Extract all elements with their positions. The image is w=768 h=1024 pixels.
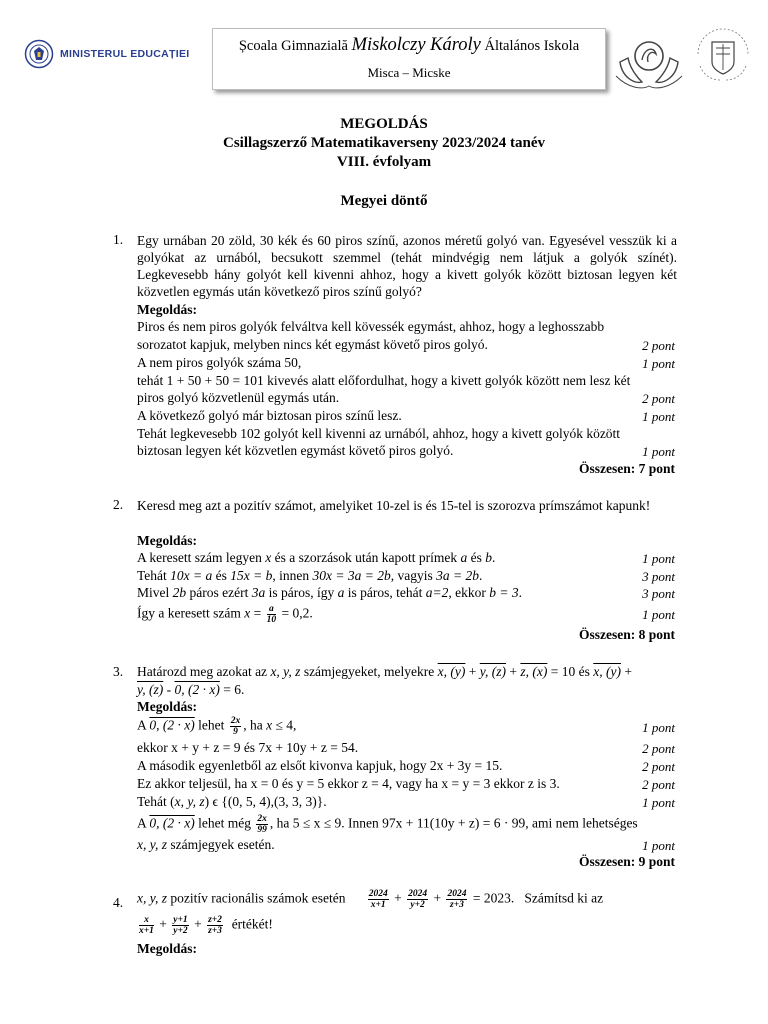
title-grade: VIII. évfolyam (336, 154, 432, 170)
fraction: $\frac{2x}{9}$ (230, 716, 241, 737)
problem-1-line: piros golyó közvetlenül egymás után. (137, 390, 340, 405)
school-header-box (212, 28, 606, 90)
problem-1-line: A következő golyó már biztosan piros színű lesz. (137, 408, 402, 423)
problem-3-line: x, y, z számjegyek esetén. (137, 837, 275, 852)
problem-2-question: Keresd meg azt a pozitív számot, amelyiket 10-zel is és 15-tel is szorozva prímszámot kapunk! (137, 498, 651, 513)
points: 1 pont (642, 607, 675, 622)
school-location: Misca – Micske (367, 65, 451, 80)
problem-3-line: Tehát (x, y, z) ϵ {(0, 5, 4),(3, 3, 3)}. (137, 794, 327, 809)
fraction: $\frac{z+2}{z+3}$ (208, 915, 222, 936)
ministry-name: MINISTERUL EDUCAȚIEI (60, 48, 190, 60)
fraction: $\frac{2024}{x+1}$ (368, 889, 388, 910)
problem-1-line: Piros és nem piros golyók felváltva kell kövessék egymást, ahhoz, hogy a leghosszabb (137, 319, 605, 334)
ministry-logo (24, 38, 189, 70)
points: 2 pont (642, 338, 675, 353)
points: 2 pont (642, 391, 675, 406)
problem-3-line: Ez akkor teljesül, ha x = 0 és y = 5 ekkor z = 4, vagy ha x = y = 3 ekkor z is 3. (137, 776, 560, 791)
fraction: $\frac{2024}{y+2}$ (408, 889, 428, 910)
problem-3-line: A második egyenletből az elsőt kivonva kapjuk, hogy 2x + 3y = 15. (137, 758, 503, 773)
points: 1 pont (642, 356, 675, 371)
problem-1-question: Egy urnában 20 zöld, 30 kék és 60 piros színű, azonos méretű golyó van. Egyesével vesszük ki a golyókat az urnából, becsukott szemmel (tehát mindvégig nem látjuk a golyók színét). Legkevesebb hány golyót kell kivenni ahhoz, hogy a kivett golyók között biztosan legyen két közvetlen egymás után következő piros színű golyó? (137, 233, 677, 299)
points: 1 pont (642, 838, 675, 853)
points: 2 pont (642, 759, 675, 774)
school-name-line: Școala Gimnazială Miskolczy Károly Általános Iskola (238, 35, 580, 55)
fraction: $\frac{y+1}{y+2}$ (173, 915, 188, 936)
fraction: $\frac{2024}{z+3}$ (447, 889, 467, 910)
problem-2-total: Összesen: 8 pont (578, 627, 675, 642)
problem-2-line: Mivel 2b páros ezért 3a is páros, így a is páros, tehát a=2, ekkor b = 3. (137, 585, 522, 600)
title-competition: Csillagszerző Matematikaverseny 2023/2024 tanév (222, 135, 546, 151)
problem-4-question-line-2: $\frac{x}{x+1}$ + $\frac{y+1}{y+2}$ + $\frac{z+2}{z+3}$ értékét! (139, 915, 273, 936)
points: 1 pont (642, 795, 675, 810)
points: 1 pont (642, 409, 675, 424)
problem-3-solution-label: Megoldás: (137, 699, 197, 714)
problem-1-total: Összesen: 7 pont (578, 461, 675, 476)
problem-3-question-line-2: y, (z) - 0, (2 · x) = 6. (137, 682, 245, 697)
title-round: Megyei döntő (340, 193, 428, 209)
title-solution: MEGOLDÁS (340, 116, 428, 132)
points: 1 pont (642, 551, 675, 566)
problem-4-question-line-1: x, y, z pozitív racionális számok esetén $\frac{2024}{x+1}$ + $\frac{2024}{y+2}$ + $\frac{2024}{z+3}$ = 2023. Számítsd ki az (137, 889, 604, 910)
points: 2 pont (642, 777, 675, 792)
problem-2-solution-label: Megoldás: (137, 533, 197, 548)
problem-2-line: Így a keresett szám x = $\frac{a}{10}$ = 0,2. (137, 604, 313, 625)
problem-2-line: Tehát 10x = a és 15x = b, innen 30x = 3a = 2b, vagyis 3a = 2b. (137, 568, 483, 583)
problem-1-solution-label: Megoldás: (137, 302, 197, 317)
problem-3-question-line-1: Határozd meg azokat az x, y, z számjegyeket, melyekre x, (y) + y, (z) + z, (x) = 10 és x, (y) + (137, 664, 632, 679)
problem-1-line: sorozatot kapjuk, melyben nincs két egymást követő piros golyó. (137, 337, 488, 352)
problem-1-number: 1. (113, 232, 124, 247)
points: 2 pont (642, 741, 675, 756)
problem-3-line: A 0, (2 · x) lehet még $\frac{2x}{99}$ , ha 5 ≤ x ≤ 9. Innen 97x + 11(10y + z) = 6 · 99, ami nem lehetséges (137, 814, 638, 835)
points: 3 pont (642, 586, 675, 601)
problem-4-solution-label: Megoldás: (137, 941, 197, 956)
problem-2-line: A keresett szám legyen x és a szorzások után kapott prímek a és b. (137, 550, 496, 565)
problem-4-number: 4. (113, 895, 124, 910)
problem-1-line: biztosan legyen két közvetlen egymást követő piros golyó. (137, 443, 454, 458)
problem-3-number: 3. (113, 664, 124, 679)
fraction: $\frac{2x}{99}$ (257, 814, 267, 835)
problem-3-total: Összesen: 9 pont (578, 854, 675, 869)
problem-3-line: A 0, (2 · x) lehet $\frac{2x}{9}$ , ha x ≤ 4, (137, 716, 297, 737)
points: 3 pont (642, 569, 675, 584)
problem-2-number: 2. (113, 497, 124, 512)
problem-1-line: A nem piros golyók száma 50, (137, 355, 302, 370)
school-seal-icon (690, 26, 756, 86)
points: 1 pont (642, 444, 675, 459)
ministry-seal-icon (24, 39, 54, 69)
fraction: $\frac{x}{x+1}$ (139, 915, 154, 936)
problem-1-line: tehát 1 + 50 + 50 = 101 kivevés alatt előfordulhat, hogy a kivett golyók között nem lesz két (137, 373, 631, 388)
hands-logo-icon (612, 32, 686, 92)
problem-3-line: ekkor x + y + z = 9 és 7x + 10y + z = 54. (137, 740, 359, 755)
fraction: $\frac{a}{10}$ (266, 604, 277, 625)
points: 1 pont (642, 720, 675, 735)
problem-1-line: Tehát legkevesebb 102 golyót kell kivenni az urnából, ahhoz, hogy a kivett golyók között (137, 426, 621, 441)
